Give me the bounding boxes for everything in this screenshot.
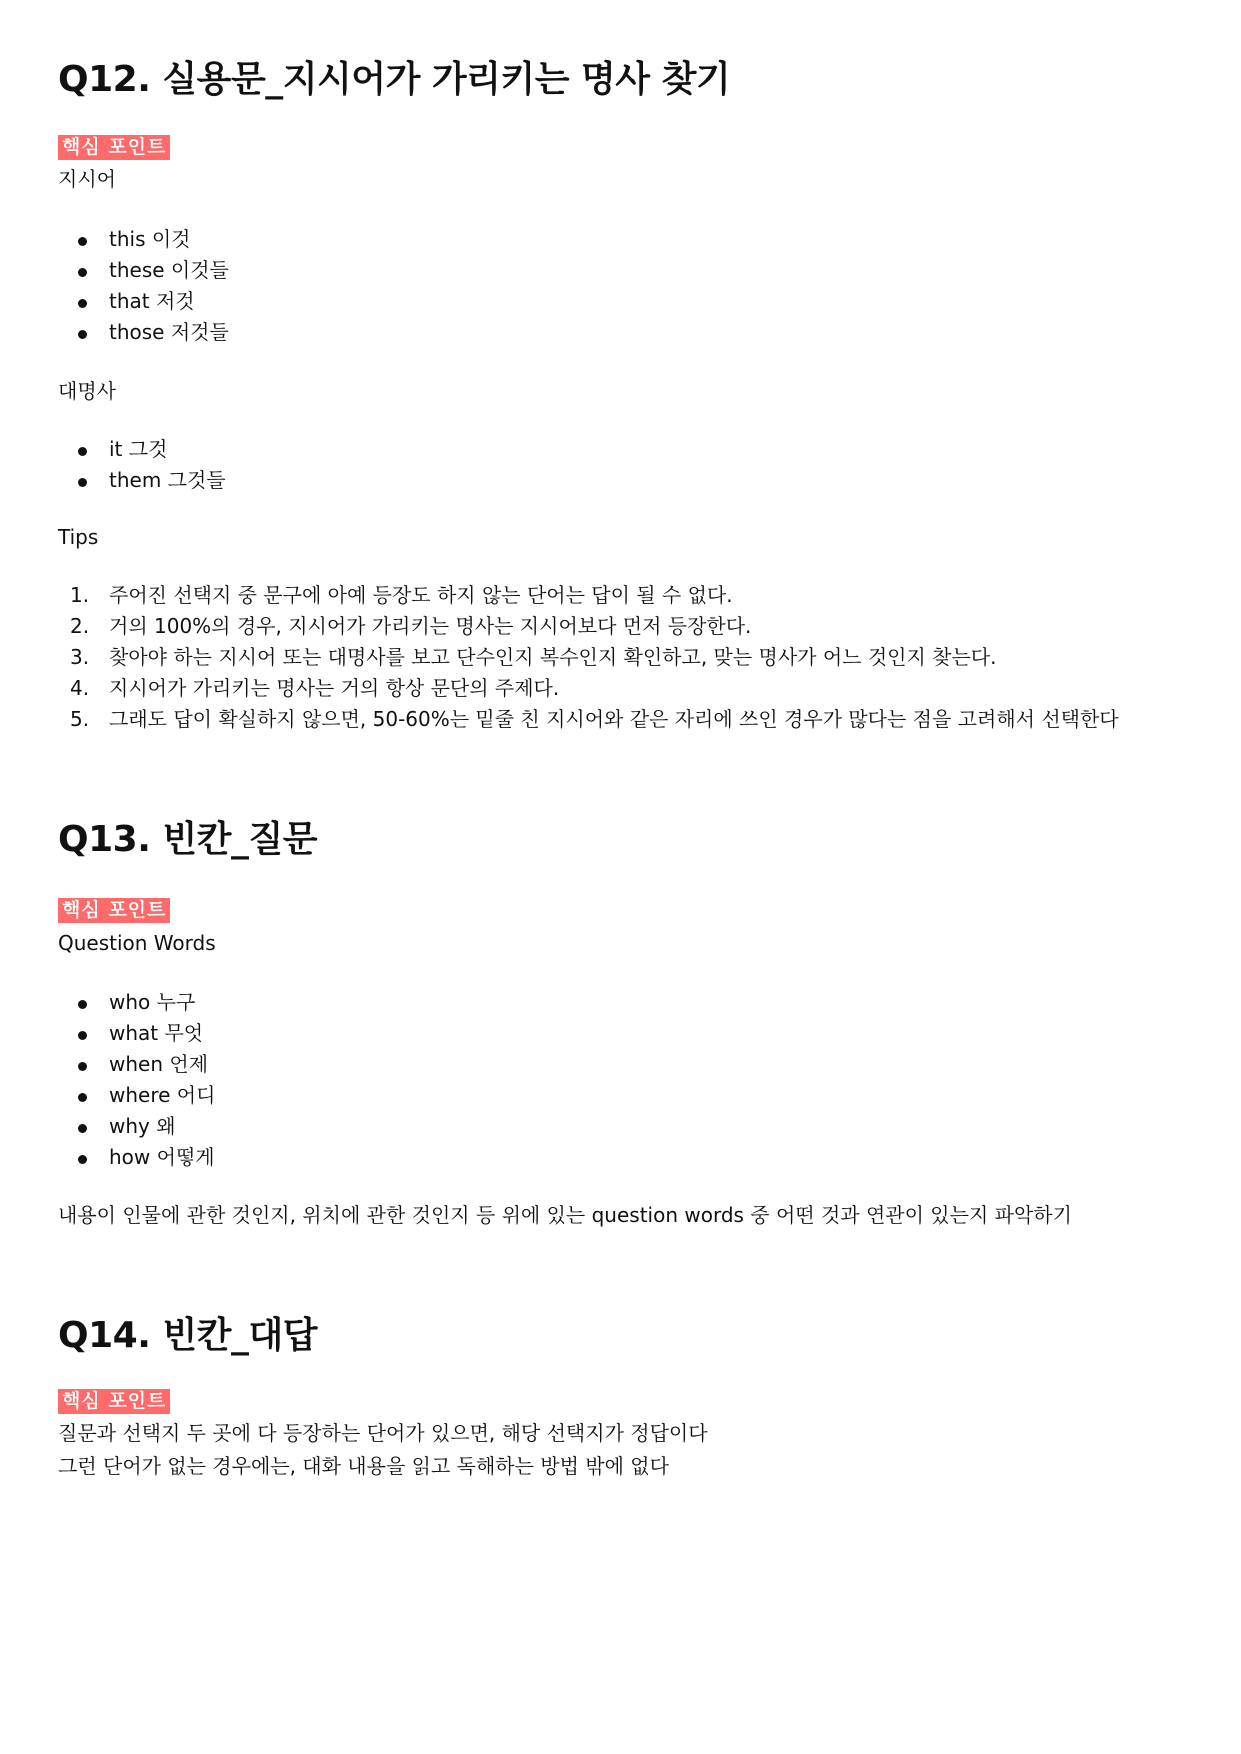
- bullet-icon: [78, 1031, 87, 1040]
- bullet-icon: [78, 330, 87, 339]
- list-item: 1. 주어진 선택지 중 문구에 아예 등장도 하지 않는 단어는 답이 될 수 없다.: [70, 583, 733, 607]
- bullet-icon: [78, 447, 87, 456]
- list-item: those 저것들: [58, 317, 229, 348]
- q14-key-point-badge: 핵심 포인트: [58, 1389, 170, 1414]
- q13-key-point-badge: 핵심 포인트: [58, 898, 170, 923]
- list-item: how 어떻게: [58, 1142, 215, 1173]
- q12-title: Q12. 실용문_지시어가 가리키는 명사 찾기: [58, 59, 731, 100]
- q13-note: 내용이 인물에 관한 것인지, 위치에 관한 것인지 등 위에 있는 question words 중 어떤 것과 연관이 있는지 파악하기: [58, 1203, 1072, 1227]
- q12-pronouns-label: 대명사: [58, 379, 116, 403]
- bullet-icon: [78, 237, 87, 246]
- bullet-icon: [78, 1000, 87, 1009]
- q12-tips-label: Tips: [58, 525, 99, 549]
- q13-title: Q13. 빈칸_질문: [58, 819, 318, 860]
- list-item: these 이것들: [58, 255, 229, 286]
- list-item: 4. 지시어가 가리키는 명사는 거의 항상 문단의 주제다.: [70, 676, 560, 700]
- list-item: this 이것: [58, 224, 229, 255]
- list-item: 3. 찾아야 하는 지시어 또는 대명사를 보고 단수인지 복수인지 확인하고, 맞는 명사가 어느 것인지 찾는다.: [70, 645, 997, 669]
- bullet-icon: [78, 1093, 87, 1102]
- q12-tips-list: [58, 580, 1119, 735]
- list-item: them 그것들: [58, 465, 226, 496]
- bullet-icon: [78, 1155, 87, 1164]
- list-item: why 왜: [58, 1111, 215, 1142]
- list-item: where 어디: [58, 1080, 215, 1111]
- bullet-icon: [78, 299, 87, 308]
- bullet-icon: [78, 268, 87, 277]
- list-item: 2. 거의 100%의 경우, 지시어가 가리키는 명사는 지시어보다 먼저 등장한다.: [70, 614, 752, 638]
- list-item: what 무엇: [58, 1018, 215, 1049]
- list-item: 5. 그래도 답이 확실하지 않으면, 50-60%는 밑줄 친 지시어와 같은 자리에 쓰인 경우가 많다는 점을 고려해서 선택한다: [70, 707, 1119, 731]
- q12-demonstratives-label: 지시어: [58, 167, 116, 191]
- q12-demonstratives-list: [58, 224, 229, 348]
- q13-question-words-list: [58, 987, 215, 1173]
- q12-key-point-badge: 핵심 포인트: [58, 135, 170, 160]
- bullet-icon: [78, 1124, 87, 1133]
- list-item: it 그것: [58, 434, 226, 465]
- list-item: who 누구: [58, 987, 215, 1018]
- q14-line-2: 그런 단어가 없는 경우에는, 대화 내용을 읽고 독해하는 방법 밖에 없다: [58, 1454, 669, 1478]
- bullet-icon: [78, 478, 87, 487]
- q12-pronouns-list: [58, 434, 226, 496]
- list-item: when 언제: [58, 1049, 215, 1080]
- q14-title: Q14. 빈칸_대답: [58, 1315, 318, 1356]
- q13-question-words-label: Question Words: [58, 931, 216, 955]
- q14-line-1: 질문과 선택지 두 곳에 다 등장하는 단어가 있으면, 해당 선택지가 정답이다: [58, 1421, 708, 1445]
- list-item: that 저것: [58, 286, 229, 317]
- bullet-icon: [78, 1062, 87, 1071]
